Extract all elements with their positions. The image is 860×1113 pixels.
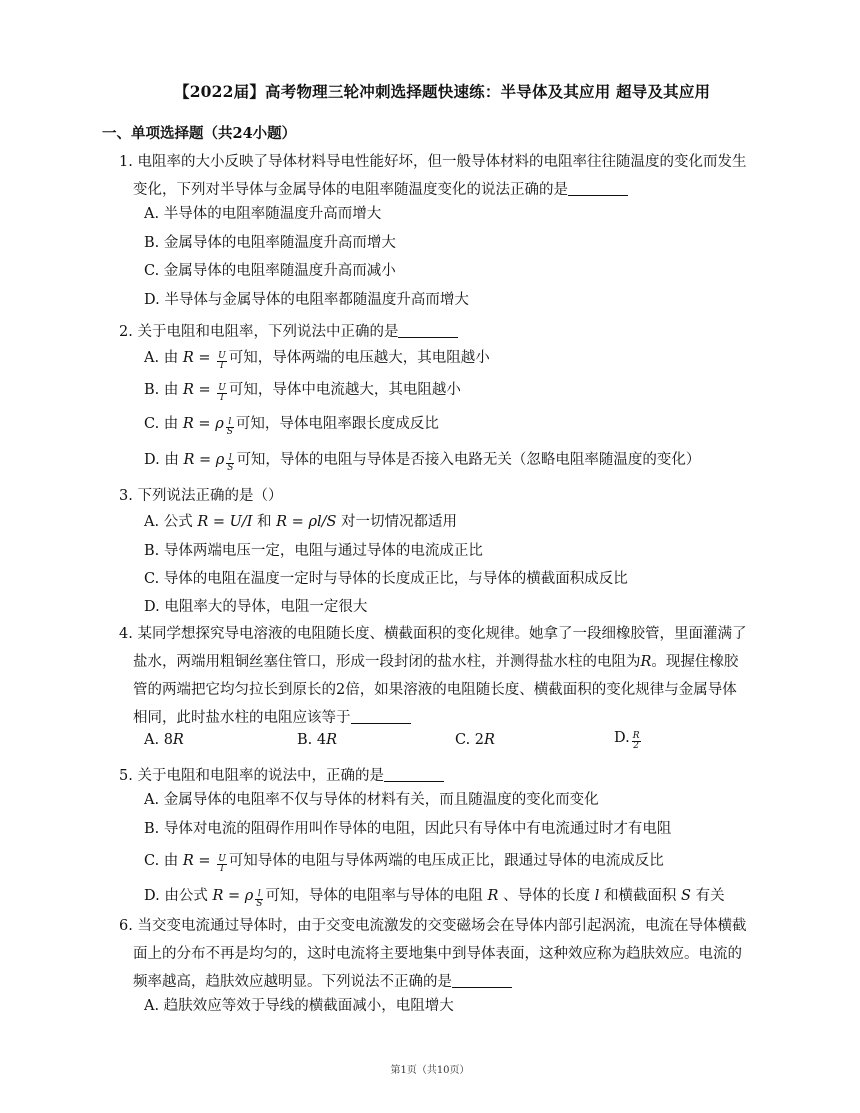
answer-blank xyxy=(398,323,458,338)
question-5-option-c: C. 由 R = $\frac{U}{I}$ 可知导体的电阻与导体两端的电压成正比，跟通过导体的电流成反比 xyxy=(144,853,664,874)
question-6-line-2: 面上的分布不再是均匀的，这时电流将主要地集中到导体表面，这种效应称为趋肤效应。电流的 xyxy=(133,946,742,962)
question-4-option-b: B. 4R xyxy=(297,732,338,748)
question-5-stem: 5. 关于电阻和电阻率的说法中，正确的是 xyxy=(119,762,759,790)
question-2-option-b: B. 由 R = $\frac{U}{I}$ 可知，导体中电流越大，其电阻越小 xyxy=(144,382,461,403)
answer-blank xyxy=(568,181,628,196)
question-1-line-2: 变化，下列对半导体与金属导体的电阻率随温度变化的说法正确的是 xyxy=(119,176,759,204)
question-2-option-c: C. 由 R = ρ $\frac{l}{S}$ 可知，导体电阻率跟长度成反比 xyxy=(144,416,439,437)
question-4-line-1: 4. 某同学想探究导电溶液的电阻随长度、横截面积的变化规律。她拿了一段细橡胶管，里面灌满了 xyxy=(119,626,747,642)
question-3-option-a: A. 公式 R = U/I 和 R = ρl/S 对一切情况都适用 xyxy=(144,514,458,530)
question-1-option-a: A. 半导体的电阻率随温度升高而增大 xyxy=(144,206,382,222)
question-4-option-d: D. $\frac{R}{2}$ xyxy=(614,730,640,751)
page-footer: 第1页（共10页） xyxy=(390,1065,470,1076)
question-6-stem xyxy=(119,912,769,996)
question-2-option-d: D. 由 R = ρ $\frac{l}{S}$ 可知，导体的电阻与导体是否接入电路无关（忽略电阻率随温度的变化） xyxy=(144,452,701,473)
question-3-option-d: D. 电阻率大的导体，电阻一定很大 xyxy=(144,599,368,615)
answer-blank xyxy=(384,767,444,782)
document-title: 【2022届】高考物理三轮冲刺选择题快速练：半导体及其应用 超导及其应用 xyxy=(174,82,711,101)
section-heading: 一、单项选择题（共24小题） xyxy=(102,125,297,142)
question-4-option-a: A. 8R xyxy=(144,732,184,748)
answer-blank xyxy=(351,709,411,724)
question-4-line-3: 管的两端把它均匀拉长到原长的2倍，如果溶液的电阻随长度、横截面积的变化规律与金属导体 xyxy=(133,682,737,698)
question-5-option-b: B. 导体对电流的阻碍作用叫作导体的电阻，因此只有导体中有电流通过时才有电阻 xyxy=(144,821,672,837)
question-5-option-a: A. 金属导体的电阻率不仅与导体的材料有关，而且随温度的变化而变化 xyxy=(144,792,599,808)
question-1-stem xyxy=(119,148,759,204)
answer-blank xyxy=(452,973,512,988)
question-4-stem xyxy=(119,620,769,732)
question-3-option-c: C. 导体的电阻在温度一定时与导体的长度成正比，与导体的横截面积成反比 xyxy=(144,571,628,587)
question-1-option-d: D. 半导体与金属导体的电阻率都随温度升高而增大 xyxy=(144,292,469,308)
question-2-option-a: A. 由 R = $\frac{U}{I}$ 可知，导体两端的电压越大，其电阻越小 xyxy=(144,350,490,371)
question-6-option-a: A. 趋肤效应等效于导线的横截面减小，电阻增大 xyxy=(144,998,454,1014)
question-1-option-b: B. 金属导体的电阻率随温度升高而增大 xyxy=(144,235,396,251)
question-3-stem: 3. 下列说法正确的是（） xyxy=(119,488,283,504)
question-4-line-4: 相同，此时盐水柱的电阻应该等于 xyxy=(119,704,769,732)
question-4-option-c: C. 2R xyxy=(455,732,495,748)
question-1-line-1: 1. 电阻率的大小反映了导体材料导电性能好坏，但一般导体材料的电阻率往往随温度的变化而发生 xyxy=(119,154,747,170)
question-5-option-d: D. 由公式 R = ρ $\frac{l}{S}$ 可知，导体的电阻率与导体的电阻 R 、导体的长度 l 和横截面积 S 有关 xyxy=(144,888,725,909)
question-1-option-c: C. 金属导体的电阻率随温度升高而减小 xyxy=(144,263,396,279)
question-4-line-2: 盐水，两端用粗铜丝塞住管口，形成一段封闭的盐水柱，并测得盐水柱的电阻为R。现握住橡胶 xyxy=(133,654,739,670)
question-6-line-3: 频率越高，趋肤效应越明显。下列说法不正确的是 xyxy=(119,968,769,996)
question-6-line-1: 6. 当交变电流通过导体时，由于交变电流激发的交变磁场会在导体内部引起涡流，电流在导体横截 xyxy=(119,918,747,934)
question-2-stem: 2. 关于电阻和电阻率，下列说法中正确的是 xyxy=(119,318,759,346)
question-3-option-b: B. 导体两端电压一定，电阻与通过导体的电流成正比 xyxy=(144,543,483,559)
